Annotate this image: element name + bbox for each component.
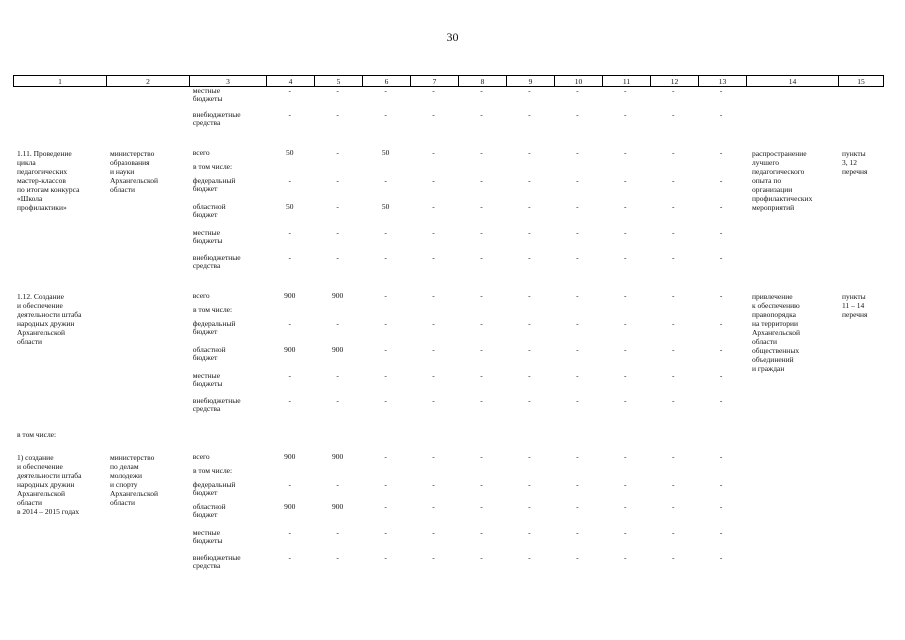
cell: 900 (332, 452, 344, 461)
cell: - (528, 291, 531, 300)
cell: - (288, 176, 291, 185)
cell: - (528, 253, 531, 262)
cell: - (480, 176, 483, 185)
cell: - (576, 502, 579, 511)
cell: - (336, 176, 339, 185)
cell: - (288, 528, 291, 537)
cell: - (576, 228, 579, 237)
cell: - (671, 371, 675, 380)
cell: - (336, 319, 339, 328)
cell: 900 (332, 345, 344, 354)
funding-label: федеральный бюджет (192, 319, 236, 336)
cell: - (719, 452, 723, 461)
cell: - (288, 480, 291, 489)
cell: - (576, 371, 579, 380)
item-1-12 (13, 292, 882, 429)
cell: - (480, 480, 483, 489)
item-reference: пункты 3, 12 перечня (842, 149, 868, 176)
cell: - (671, 110, 675, 119)
cell: - (384, 452, 387, 461)
cell: - (671, 202, 675, 211)
table-row (13, 554, 882, 578)
funding-label: в том числе: (193, 162, 233, 171)
cell: - (528, 148, 531, 157)
cell: 50 (381, 202, 390, 211)
table-row (13, 529, 882, 554)
cell: 900 (284, 452, 296, 461)
cell: - (719, 502, 723, 511)
cell: - (624, 202, 627, 211)
cell: - (576, 528, 579, 537)
including-note: в том числе: (17, 430, 57, 439)
cell: - (671, 553, 675, 562)
cell: - (528, 452, 531, 461)
cell: - (288, 110, 291, 119)
cell: - (480, 291, 483, 300)
col-num-1: 1 (14, 76, 107, 87)
cell: - (671, 86, 675, 95)
cell: - (480, 345, 483, 354)
funding-label: областной бюджет (192, 202, 226, 219)
table-row (13, 397, 882, 429)
item-1-12-1 (13, 453, 882, 578)
cell: - (576, 291, 579, 300)
col-num-5: 5 (315, 76, 363, 87)
cell: - (432, 176, 435, 185)
item-result: распространение лучшего педагогического опыта по организации профилактических мероприятий (752, 149, 813, 212)
cell: - (432, 371, 435, 380)
funding-label: внебюджетные средства (192, 396, 241, 413)
col-num-13: 13 (699, 76, 747, 87)
cell: - (576, 148, 579, 157)
cell: - (528, 319, 531, 328)
cell: - (288, 371, 291, 380)
funding-label: в том числе: (193, 466, 233, 475)
funding-label: местные бюджеты (192, 371, 223, 388)
cell: - (384, 176, 387, 185)
cell: - (576, 480, 579, 489)
cell: - (432, 291, 435, 300)
col-num-12: 12 (651, 76, 699, 87)
cell: - (671, 148, 675, 157)
cell: - (384, 86, 387, 95)
cell: - (576, 110, 579, 119)
cell: - (576, 319, 579, 328)
col-num-10: 10 (555, 76, 603, 87)
cell: 50 (285, 148, 294, 157)
cell: - (719, 110, 723, 119)
cell: - (528, 176, 531, 185)
table-row (13, 372, 882, 397)
cell: - (384, 228, 387, 237)
col-num-8: 8 (459, 76, 507, 87)
cell: - (480, 553, 483, 562)
cell: - (288, 319, 291, 328)
table-row (13, 111, 882, 125)
cell: - (288, 228, 291, 237)
cell: - (480, 502, 483, 511)
cell: - (576, 452, 579, 461)
cell: - (432, 319, 435, 328)
cell: 900 (284, 291, 296, 300)
cell: - (624, 452, 627, 461)
cell: - (576, 345, 579, 354)
funding-label: федеральный бюджет (192, 480, 236, 497)
cell: - (336, 86, 339, 95)
cell: - (432, 148, 435, 157)
cell: - (671, 528, 675, 537)
cell: - (336, 253, 339, 262)
cell: - (624, 176, 627, 185)
col-num-3: 3 (190, 76, 267, 87)
cell: - (671, 502, 675, 511)
cell: 900 (332, 502, 344, 511)
cell: 50 (285, 202, 294, 211)
cell: - (719, 528, 723, 537)
item-title: 1.11. Проведение цикла педагогических мастер-классов по итогам конкурса «Школа профилактики» (17, 149, 80, 212)
cell: - (671, 253, 675, 262)
cell: - (624, 148, 627, 157)
cell: - (528, 228, 531, 237)
funding-label: внебюджетные средства (192, 553, 241, 570)
cell: - (384, 253, 387, 262)
cell: - (576, 253, 579, 262)
cell: - (336, 371, 339, 380)
cell: - (384, 319, 387, 328)
cell: - (671, 319, 675, 328)
item-reference: пункты 11 – 14 перечня (842, 292, 868, 319)
cell: - (528, 480, 531, 489)
cell: - (384, 345, 387, 354)
cell: - (576, 176, 579, 185)
cell: - (480, 396, 483, 405)
col-num-15: 15 (839, 76, 884, 87)
col-num-2: 2 (107, 76, 190, 87)
cell: - (384, 291, 387, 300)
cell: - (288, 553, 291, 562)
funding-label: областной бюджет (192, 345, 226, 362)
cell: - (624, 371, 627, 380)
item-title: 1) создание и обеспечение деятельности штаба народных дружин Архангельской области в 2014 – 2015 годах (17, 453, 82, 516)
cell: - (719, 480, 723, 489)
cell: - (384, 480, 387, 489)
cell: - (432, 553, 435, 562)
column-number-row (14, 76, 884, 87)
cell: - (528, 202, 531, 211)
cell: - (432, 202, 435, 211)
cell: - (719, 553, 723, 562)
funding-label: в том числе: (193, 305, 233, 314)
column-header-table (13, 75, 884, 87)
cell: - (624, 110, 627, 119)
cell: - (671, 480, 675, 489)
cell: - (671, 345, 675, 354)
table-body (13, 87, 882, 578)
cell: - (288, 396, 291, 405)
cell: - (624, 553, 627, 562)
cell: - (480, 110, 483, 119)
cell: - (624, 291, 627, 300)
cell: - (336, 553, 339, 562)
cell: - (624, 319, 627, 328)
cell: - (624, 480, 627, 489)
cell: - (384, 553, 387, 562)
cell: 900 (284, 502, 296, 511)
cell: - (528, 86, 531, 95)
col-num-14: 14 (747, 76, 839, 87)
cell: - (624, 396, 627, 405)
cell: - (336, 148, 339, 157)
col-num-4: 4 (267, 76, 315, 87)
col-num-11: 11 (603, 76, 651, 87)
funding-label: внебюджетные средства (192, 253, 241, 270)
item-title: 1.12. Создание и обеспечение деятельности штаба народных дружин Архангельской области (17, 292, 82, 346)
cell: - (384, 528, 387, 537)
cell: - (671, 228, 675, 237)
funding-label: местные бюджеты (192, 228, 223, 245)
cell: - (528, 502, 531, 511)
cell: - (336, 228, 339, 237)
cell: 900 (332, 291, 344, 300)
item-result: привлечение к обеспечению правопорядка на территории Архангельской области общественных объединений и граждан (752, 292, 800, 373)
cell: - (432, 528, 435, 537)
cell: - (480, 228, 483, 237)
cell: - (719, 253, 723, 262)
cell: - (719, 176, 723, 185)
cell: - (528, 345, 531, 354)
funding-label: местные бюджеты (192, 528, 223, 545)
funding-label: областной бюджет (192, 502, 226, 519)
cell: - (719, 86, 723, 95)
cell: - (432, 345, 435, 354)
cell: - (624, 345, 627, 354)
cell: - (671, 176, 675, 185)
table-row (13, 229, 882, 254)
cell: - (384, 371, 387, 380)
cell: - (719, 345, 723, 354)
cell: - (480, 148, 483, 157)
cell: 50 (381, 148, 390, 157)
funding-label: федеральный бюджет (192, 176, 236, 193)
cell: - (480, 253, 483, 262)
cell: - (719, 319, 723, 328)
cell: - (432, 502, 435, 511)
cell: - (671, 452, 675, 461)
cell: - (432, 396, 435, 405)
cell: - (624, 502, 627, 511)
cell: - (528, 528, 531, 537)
cell: - (528, 110, 531, 119)
cell: 900 (284, 345, 296, 354)
cell: - (624, 253, 627, 262)
funding-label: внебюджетные средства (192, 110, 241, 127)
col-num-6: 6 (363, 76, 411, 87)
page-number: 30 (446, 30, 459, 44)
col-num-9: 9 (507, 76, 555, 87)
table-row (13, 87, 882, 101)
cell: - (480, 319, 483, 328)
funding-label: местные бюджеты (192, 86, 223, 103)
cell: - (336, 528, 339, 537)
cell: - (624, 228, 627, 237)
item-1-11 (13, 149, 882, 292)
cell: - (719, 291, 723, 300)
cell: - (719, 202, 723, 211)
cell: - (671, 396, 675, 405)
cell: - (480, 86, 483, 95)
cell: - (480, 371, 483, 380)
cell: - (576, 202, 579, 211)
cell: - (528, 396, 531, 405)
cell: - (719, 371, 723, 380)
cell: - (336, 396, 339, 405)
cell: - (384, 502, 387, 511)
cell: - (432, 452, 435, 461)
table-row (13, 254, 882, 292)
cell: - (671, 291, 675, 300)
cell: - (624, 86, 627, 95)
cell: - (480, 528, 483, 537)
cell: - (432, 228, 435, 237)
cell: - (336, 480, 339, 489)
cell: - (576, 396, 579, 405)
cell: - (719, 396, 723, 405)
cell: - (576, 553, 579, 562)
cell: - (336, 202, 339, 211)
funding-label: всего (192, 291, 210, 300)
cell: - (528, 553, 531, 562)
cell: - (480, 202, 483, 211)
item-executor: министерство по делам молодежи и спорту Архангельской области (110, 453, 158, 507)
cell: - (528, 371, 531, 380)
cell: - (432, 110, 435, 119)
item-executor: министерство образования и науки Архангельской области (110, 149, 158, 194)
cell: - (432, 253, 435, 262)
cell: - (719, 148, 723, 157)
cell: - (288, 253, 291, 262)
cell: - (719, 228, 723, 237)
cell: - (432, 86, 435, 95)
cell: - (336, 110, 339, 119)
cell: - (288, 86, 291, 95)
cell: - (384, 396, 387, 405)
col-num-7: 7 (411, 76, 459, 87)
funding-label: всего (192, 148, 210, 157)
cell: - (432, 480, 435, 489)
cell: - (480, 452, 483, 461)
cell: - (384, 110, 387, 119)
funding-label: всего (192, 452, 210, 461)
cell: - (576, 86, 579, 95)
cell: - (624, 528, 627, 537)
